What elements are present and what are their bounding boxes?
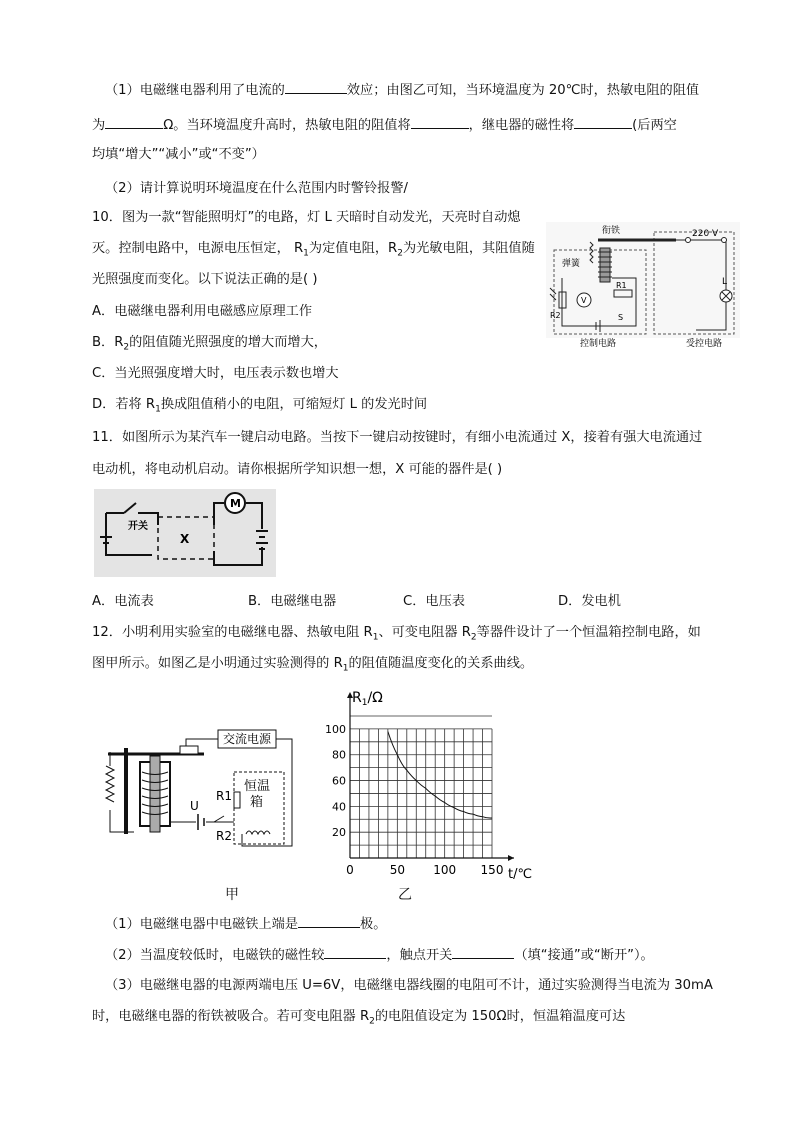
q11-circuit-figure [94,489,276,577]
q11-stem-line1: 11．如图所示为某汽车一键启动电路。当按下一键启动按键时，有细小电流通过 X，接着有强大电流通过 [92,430,703,445]
q10-option-d[interactable]: D．若将 $R_1$换成阻值稍小的电阻，可缩短灯 L 的发光时间 [92,397,428,415]
figure-b-caption: 乙 [398,887,412,903]
heater-icon [246,831,270,834]
q12-text: （2）当温度较低时，电磁铁的磁性较 [105,948,325,963]
voltmeter-label: V [581,296,587,305]
answer-blank[interactable] [411,114,469,129]
answer-blank[interactable] [285,79,347,94]
battery-icon [198,814,204,830]
contact-icon [180,746,198,754]
u-label: U [190,799,199,813]
q12-text: （填“接通”或“断开”）。 [514,948,654,963]
q10-stem-line3: 光照强度而变化。以下说法正确的是( ) [92,272,318,287]
chart-grid [350,716,492,858]
chart-ylabel: $R_1/\Omega$ [352,690,383,708]
q10-option-a[interactable]: A．电磁继电器利用电磁感应原理工作 [92,304,313,319]
q12-text: 12．小明利用实验室的电磁继电器、热敏电阻 R [92,625,373,640]
q12-text: 时，电磁继电器的衔铁被吸合。若可变电阻器 R [92,1009,370,1024]
q10-stem-line1: 10．图为一款“智能照明灯”的电路，灯 L 天暗时自动发光，天亮时自动熄 [92,210,521,225]
r1-label: R1 [616,281,627,290]
q12-text: 、可变电阻器 R [378,625,471,640]
control-circuit-label: 控制电路 [580,339,617,349]
chart-ticks [325,723,503,877]
q9-text: （1）电磁继电器利用了电流的 [105,83,285,98]
answer-blank[interactable] [298,913,360,928]
switch-label: S [618,313,624,322]
relay-frame [124,748,128,834]
answer-blank[interactable] [324,944,386,959]
r1-curve [388,731,492,818]
q9-text: ，继电器的磁性将 [468,118,575,133]
q10-text: 灭。控制电路中，电源电压恒定， R [92,241,304,256]
r1-resistor [234,792,240,808]
q9-text: Ω。当环境温度升高时，热敏电阻的阻值将 [163,118,411,133]
r2-label: R2 [216,829,232,843]
motor-label: M [230,497,241,510]
q12-part3-line2: 时，电磁继电器的衔铁被吸合。若可变电阻器 $R_2$的电阻值设定为 150Ω时，恒温箱温度可达 [92,1009,626,1027]
switch-label: 开关 [128,521,148,532]
q10-option-b[interactable]: B．$R_2$的阻值随光照强度的增大而增大， [92,335,327,353]
x-tick-label: 100 [433,863,457,877]
q12-text: 极。 [360,917,387,932]
q10-text: 为定值电阻，R [308,241,398,256]
q9-text: 为 [92,118,106,133]
q9-part1-line3: 均填“增大”“减小”或“不变”） [92,147,265,162]
q11-option-d[interactable]: D．发电机 [558,594,621,609]
q10-text: 为光敏电阻，其阻值随 [402,241,535,256]
y-tick-label: 60 [332,774,346,788]
q12-part2 [105,944,654,966]
thermostat-label-1: 恒温 [244,779,271,794]
chart-axes [347,692,514,861]
x-axis-arrow [508,855,514,861]
q10-text: D．若将 R [92,397,156,412]
spring-icon [106,766,114,802]
q12-part1 [105,913,386,935]
load-circuit-label: 受控电路 [686,339,723,349]
q12-text: 的电阻值设定为 150Ω时，恒温箱温度可达 [374,1009,626,1024]
answer-blank[interactable] [574,114,632,129]
q12-text: 图甲所示。如图乙是小明通过实验测得的 R [92,656,343,671]
magnet-core [150,756,160,832]
q9-text: 效应；由图乙可知，当环境温度为 20℃时，热敏电阻的阻值 [346,83,700,98]
q10-option-c[interactable]: C．当光照强度增大时，电压表示数也增大 [92,366,339,381]
q12-stem-line2: 图甲所示。如图乙是小明通过实验测得的 $R_1$的阻值随温度变化的关系曲线。 [92,656,534,674]
q12-chart-b [318,686,540,886]
q10-text: 换成阻值稍小的电阻，可缩短灯 L 的发光时间 [160,397,428,412]
y-tick-label: 80 [332,748,346,762]
q12-text: （1）电磁继电器中电磁铁上端是 [105,917,299,932]
q9-text: (后两空 [632,118,677,133]
figure-a-caption: 甲 [225,887,239,903]
armature-label: 衔铁 [602,226,621,236]
y-tick-label: 100 [325,722,346,736]
ac-source-label: 交流电源 [223,732,272,746]
q11-option-b[interactable]: B．电磁继电器 [248,594,337,609]
q9-part2: （2）请计算说明环境温度在什么范围内时警铃报警/ [105,181,408,196]
answer-blank[interactable] [105,114,163,129]
q11-option-a[interactable]: A．电流表 [92,594,154,609]
terminal-icon [686,238,691,243]
r2-label: R2 [550,311,561,320]
r1-label: R1 [216,789,232,803]
spring-label: 弹簧 [562,259,581,269]
q12-text: ，触点开关 [386,948,453,963]
q9-part1-line2 [92,114,677,136]
q11-option-c[interactable]: C．电压表 [403,594,465,609]
q12-part3-line1: （3）电磁继电器的电源两端电压 U=6V，电磁继电器线圈的电阻可不计，通过实验测得当电流为 30mA [105,978,713,993]
terminal-icon [722,238,727,243]
voltage-label: 220 V [692,229,719,239]
q10-text: B．R [92,335,124,350]
q11-stem-line2: 电动机，将电动机启动。请你根据所学知识想一想，X 可能的器件是( ) [92,462,503,477]
spring-wire [110,752,134,832]
x-tick-label: 0 [346,863,354,877]
r2-arrow-icon [214,816,224,822]
q12-text: 等器件设计了一个恒温箱控制电路，如 [476,625,701,640]
q10-stem-line2: 灭。控制电路中，电源电压恒定， $R_1$为定值电阻，$R_2$为光敏电阻，其阻值随 [92,241,535,259]
q12-text: 的阻值随温度变化的关系曲线。 [348,656,534,671]
lamp-label: L [722,277,728,287]
y-tick-label: 40 [332,800,346,814]
answer-blank[interactable] [452,944,514,959]
x-label: X [180,532,190,546]
thermostat-label-2: 箱 [250,795,264,810]
x-tick-label: 50 [389,863,405,877]
q12-figure-a [94,726,302,856]
x-tick-label: 150 [480,863,504,877]
chart-xlabel: t/℃ [508,867,533,882]
q10-text: 的阻值随光照强度的增大而增大， [129,335,327,350]
q9-part1-line1 [105,79,699,101]
q12-stem-line1: 12．小明利用实验室的电磁继电器、热敏电阻 $R_1$、可变电阻器 $R_2$等器件设计了一个恒温箱控制电路，如 [92,625,701,643]
y-tick-label: 20 [332,826,346,840]
q10-circuit-figure [546,222,740,349]
